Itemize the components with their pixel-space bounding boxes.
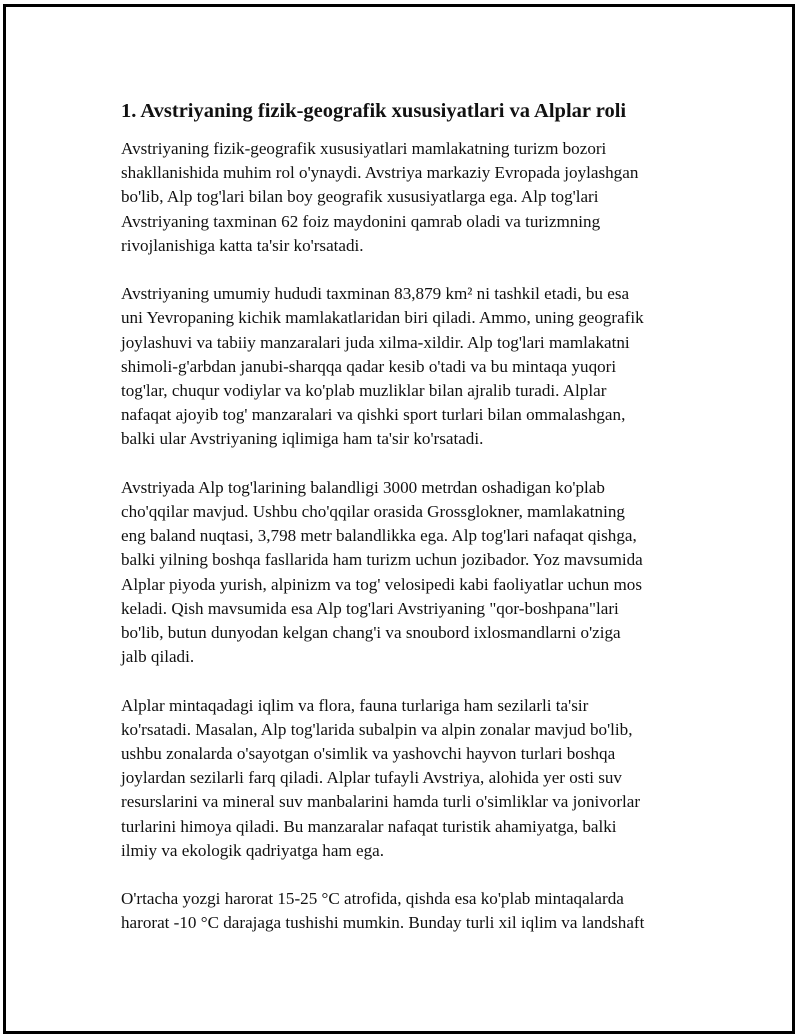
paragraph-line: Alplar mintaqadagi iqlim va flora, fauna turlariga ham sezilarli ta'sir [121,695,589,715]
paragraph-2 [121,282,701,451]
paragraph-line: O'rtacha yozgi harorat 15-25 °C atrofida, qishda esa ko'plab mintaqalarda [121,889,624,909]
paragraph-line: uni Yevropaning kichik mamlakatlaridan biri qiladi. Ammo, uning geografik [121,308,644,328]
paragraph-line: turlarini himoya qiladi. Bu manzaralar nafaqat turistik ahamiyatga, balki [121,816,617,836]
paragraph-line: joylardan sezilarli farq qiladi. Alplar tufayli Avstriya, alohida yer osti suv [121,768,622,788]
paragraph-line: harorat -10 °C darajaga tushishi mumkin. Bunday turli xil iqlim va landshaft [121,913,645,933]
paragraph-line: rivojlanishiga katta ta'sir ko'rsatadi. [121,235,364,255]
paragraph-line: resurslarini va mineral suv manbalarini hamda turli o'simliklar va jonivorlar [121,792,641,812]
paragraph-line: balki yilning boshqa fasllarida ham turizm uchun jozibador. Yoz mavsumida [121,550,643,570]
paragraph-line: eng baland nuqtasi, 3,798 metr balandlikka ega. Alp tog'lari nafaqat qishga, [121,526,637,546]
paragraph-line: Avstriyaning fizik-geografik xususiyatlari mamlakatning turizm bozori [121,139,607,158]
paragraph-line: ilmiy va ekologik qadriyatga ham ega. [121,840,384,860]
paragraph-line: joylashuvi va tabiiy manzaralari juda xilma-xildir. Alp tog'lari mamlakatni [121,332,630,352]
paragraph-line: shimoli-g'arbdan janubi-sharqqa qadar kesib o'tadi va bu mintaqa yuqori [121,356,617,376]
paragraph-line: balki ular Avstriyaning iqlimiga ham ta'sir ko'rsatadi. [121,429,484,449]
paragraph-line: tog'lar, chuqur vodiylar va ko'plab muzliklar bilan ajralib turadi. Alplar [121,381,607,401]
paragraph-line: Alplar piyoda yurish, alpinizm va tog' velosipedi kabi faoliyatlar uchun mos [121,574,643,594]
paragraph-line: Avstriyada Alp tog'larining balandligi 3000 metrdan oshadigan ko'plab [121,477,605,497]
paragraph-line: jalb qiladi. [121,647,195,667]
document-content [121,97,701,960]
paragraph-line: Avstriyaning taxminan 62 foiz maydonini qamrab oladi va turizmning [121,211,601,231]
paragraph-5 [121,887,701,935]
paragraph-line: nafaqat ajoyib tog' manzaralari va qishki sport turlari bilan ommalashgan, [121,405,626,425]
paragraph-line: ushbu zonalarda o'sayotgan o'simlik va yashovchi hayvon turlari boshqa [121,744,616,764]
section-heading: 1. Avstriyaning fizik-geografik xususiyatlari va Alplar roli [121,100,627,122]
paragraph-1 [121,137,701,258]
paragraph-line: shakllanishida muhim rol o'ynaydi. Avstriya markaziy Evropada joylashgan [121,163,639,183]
paragraph-4 [121,694,701,863]
document-page [3,4,795,1034]
paragraph-line: ko'rsatadi. Masalan, Alp tog'larida subalpin va alpin zonalar mavjud bo'lib, [121,719,633,739]
paragraph-3 [121,476,701,670]
paragraph-line: bo'lib, butun dunyodan kelgan chang'i va snoubord ixlosmandlarni o'ziga [121,623,621,643]
paragraph-line: Avstriyaning umumiy hududi taxminan 83,879 km² ni tashkil etadi, bu esa [121,284,630,304]
paragraph-line: keladi. Qish mavsumida esa Alp tog'lari Avstriyaning "qor-boshpana"lari [121,598,619,618]
paragraph-line: cho'qqilar mavjud. Ushbu cho'qqilar orasida Grossglokner, mamlakatning [121,502,625,522]
paragraph-line: bo'lib, Alp tog'lari bilan boy geografik xususiyatlarga ega. Alp tog'lari [121,187,599,207]
